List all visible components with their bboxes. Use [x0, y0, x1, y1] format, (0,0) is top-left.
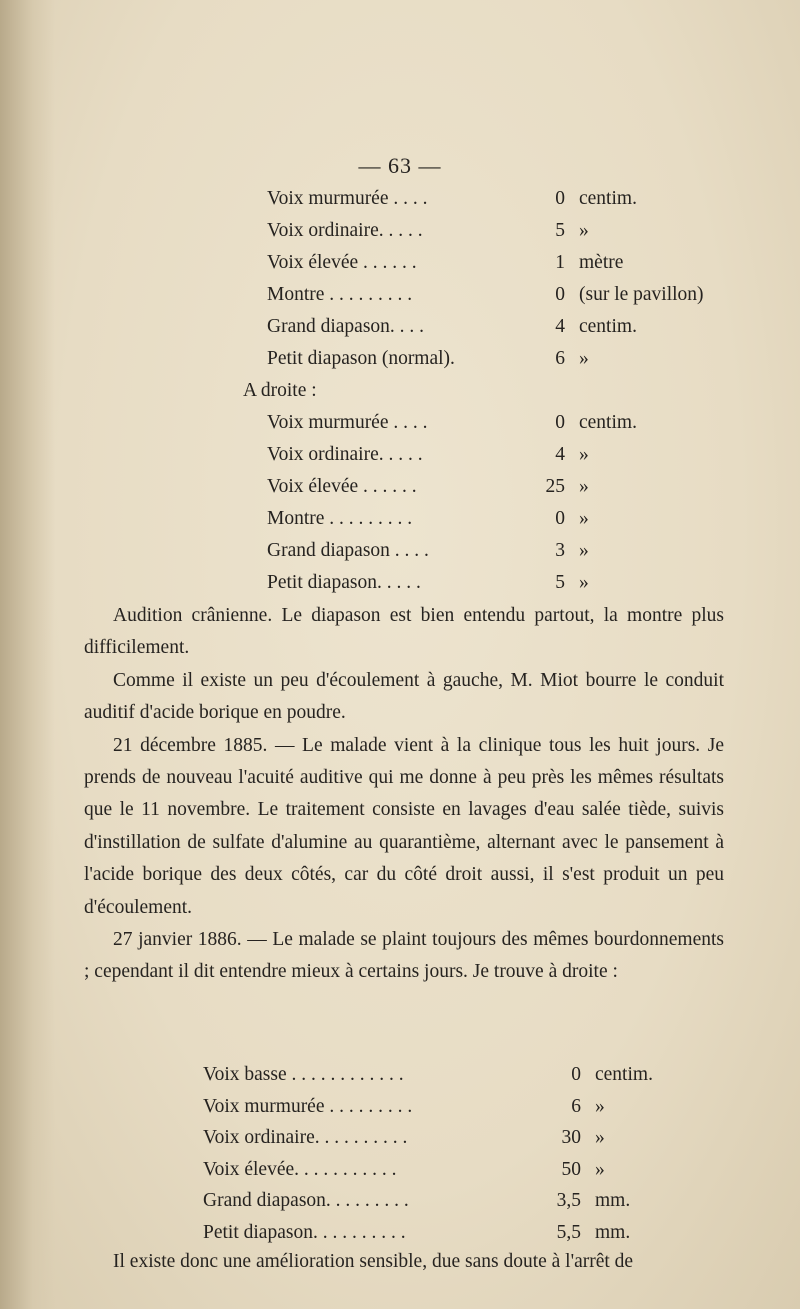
- row-unit: »: [579, 572, 589, 593]
- row-unit: »: [579, 540, 589, 561]
- row-label: Petit diapason. . . . .: [267, 572, 421, 593]
- row-label: Grand diapason. . . .: [267, 316, 425, 337]
- table-row: [267, 439, 704, 471]
- row-value: 5: [555, 220, 565, 241]
- row-value: 0: [555, 508, 565, 529]
- row-label: Grand diapason. . . . . . . . .: [203, 1190, 409, 1211]
- right-heading: A droite :: [243, 380, 317, 401]
- row-label: Grand diapason . . . .: [267, 540, 429, 561]
- row-unit: »: [579, 220, 589, 241]
- row-unit: »: [579, 476, 589, 497]
- row-unit: centim.: [595, 1064, 653, 1085]
- row-value: 25: [545, 476, 565, 497]
- table-row: [267, 311, 704, 343]
- row-value: 30: [561, 1127, 581, 1148]
- row-label: Petit diapason (normal).: [267, 348, 455, 369]
- paragraph: 21 décembre 1885. — Le malade vient à la clinique tous les huit jours. Je prends de nouveau l'acuité auditive qui me donne à peu près les mêmes résultats que le 11 novembre. Le traitement consiste en lavages d'eau salée tiède, suivis d'instillation de sulfate d'alumine au quarantième, alternant avec le pansement à l'acide borique des deux côtés, car du côté droit aussi, il s'est produit un peu d'écoulement.: [84, 734, 724, 918]
- row-label: Montre . . . . . . . . .: [267, 284, 413, 305]
- body-text: [84, 600, 724, 989]
- table-row: [203, 1154, 653, 1186]
- row-label: Voix ordinaire. . . . . . . . . .: [203, 1127, 408, 1148]
- row-label: Voix murmurée . . . .: [267, 188, 428, 209]
- row-value: 1: [555, 252, 565, 273]
- row-value: 5: [555, 572, 565, 593]
- table-row: [267, 471, 704, 503]
- row-value: 0: [555, 188, 565, 209]
- row-unit: centim.: [579, 412, 637, 433]
- table-row: [267, 183, 704, 215]
- row-value: 3,5: [556, 1190, 581, 1211]
- table-row: [267, 535, 704, 567]
- page-number: — 63 —: [358, 153, 442, 178]
- row-value: 6: [555, 348, 565, 369]
- table-row: [267, 567, 704, 599]
- closing-line: Il existe donc une amélioration sensible, due sans doute à l'arrêt de: [113, 1251, 634, 1272]
- row-label: Voix ordinaire. . . . .: [267, 220, 423, 241]
- row-unit: »: [579, 348, 589, 369]
- row-unit: »: [579, 444, 589, 465]
- row-value: 4: [555, 316, 565, 337]
- row-unit: (sur le pavillon): [579, 284, 704, 305]
- table-row: [267, 343, 704, 375]
- row-label: Voix murmurée . . . .: [267, 412, 428, 433]
- row-label: Voix élevée . . . . . .: [267, 252, 417, 273]
- row-value: 6: [571, 1095, 581, 1117]
- table-row: [267, 407, 704, 439]
- row-value: 0: [555, 284, 565, 305]
- row-value: 50: [561, 1158, 581, 1180]
- left-ear-table: [243, 183, 704, 599]
- table-row: [203, 1217, 653, 1249]
- second-table: [203, 1059, 653, 1248]
- row-unit: centim.: [579, 316, 637, 337]
- row-label: Voix élevée . . . . . .: [267, 476, 417, 497]
- row-label: Voix ordinaire. . . . .: [267, 444, 423, 465]
- row-value: 5,5: [556, 1221, 581, 1243]
- table-row: [267, 279, 704, 311]
- row-value: 0: [571, 1064, 581, 1085]
- row-label: Petit diapason. . . . . . . . . .: [203, 1221, 406, 1243]
- paragraph: 27 janvier 1886. — Le malade se plaint toujours des mêmes bourdonnements ; cependant il dit entendre mieux à certains jours. Je trouve à droite :: [84, 929, 724, 983]
- row-unit: »: [595, 1127, 605, 1148]
- table-row: [203, 1122, 653, 1154]
- paragraph: Comme il existe un peu d'écoulement à gauche, M. Miot bourre le conduit auditif d'acide borique en poudre.: [84, 669, 724, 724]
- row-label: Montre . . . . . . . . .: [267, 508, 413, 529]
- row-unit: »: [579, 508, 589, 529]
- row-label: Voix basse . . . . . . . . . . . .: [203, 1064, 404, 1085]
- row-unit: mm.: [595, 1221, 631, 1243]
- table-row: [267, 503, 704, 535]
- row-value: 0: [555, 412, 565, 433]
- row-label: Voix murmurée . . . . . . . . .: [203, 1095, 413, 1117]
- table-row: [267, 215, 704, 247]
- table-row: [203, 1059, 653, 1091]
- row-label: Voix élevée. . . . . . . . . . .: [203, 1158, 397, 1180]
- row-unit: »: [595, 1158, 605, 1180]
- paragraph: Audition crânienne. Le diapason est bien entendu partout, la montre plus difficilement.: [84, 605, 724, 659]
- row-value: 4: [555, 444, 565, 465]
- row-unit: »: [595, 1095, 605, 1117]
- row-unit: mm.: [595, 1190, 631, 1211]
- table-row: [203, 1091, 653, 1123]
- row-unit: centim.: [579, 188, 637, 209]
- table-row: [203, 1185, 653, 1217]
- row-value: 3: [555, 540, 565, 561]
- table-row: [267, 247, 704, 279]
- row-unit: mètre: [579, 252, 624, 273]
